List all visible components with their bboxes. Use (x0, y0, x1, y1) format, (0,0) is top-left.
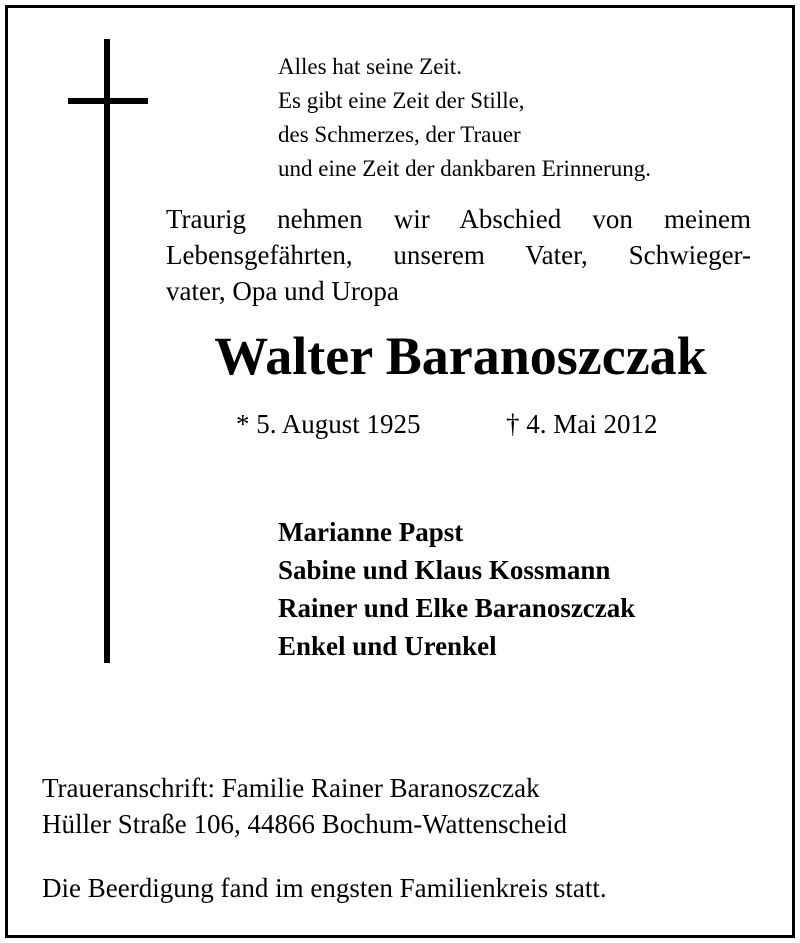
death-date: † 4. Mai 2012 (506, 409, 658, 439)
funeral-note: Die Beerdigung fand im engsten Familienkreis statt. (42, 873, 607, 903)
mourner-item: Rainer und Elke Baranoszczak (278, 593, 636, 623)
mourner-item: Enkel und Urenkel (278, 631, 497, 661)
poem-line: Es gibt eine Zeit der Stille, (278, 88, 525, 113)
obituary-frame (5, 5, 795, 938)
cross-bar (68, 98, 148, 104)
mourner-item: Sabine und Klaus Kossmann (278, 555, 611, 585)
life-dates (236, 406, 658, 442)
mourning-address (42, 770, 567, 842)
address-line: Hüller Straße 106, 44866 Bochum-Wattenscheid (42, 809, 567, 839)
mourners-list (278, 513, 635, 665)
farewell-line: vater, Opa und Uropa (166, 276, 399, 306)
farewell-text (166, 201, 751, 309)
poem-block (278, 50, 651, 186)
poem-line: Alles hat seine Zeit. (278, 54, 462, 79)
deceased-name: Walter Baranoszczak (214, 326, 707, 386)
birth-date: * 5. August 1925 (236, 409, 421, 439)
cross-icon (104, 39, 110, 663)
address-line: Traueranschrift: Familie Rainer Baranoszczak (42, 773, 540, 803)
mourner-item: Marianne Papst (278, 517, 464, 547)
poem-line: des Schmerzes, der Trauer (278, 122, 521, 147)
farewell-line: Lebensgefährten, unserem Vater, Schwieger- (166, 240, 751, 270)
poem-line: und eine Zeit der dankbaren Erinnerung. (278, 156, 651, 181)
farewell-line: Traurig nehmen wir Abschied von meinem (166, 204, 751, 234)
